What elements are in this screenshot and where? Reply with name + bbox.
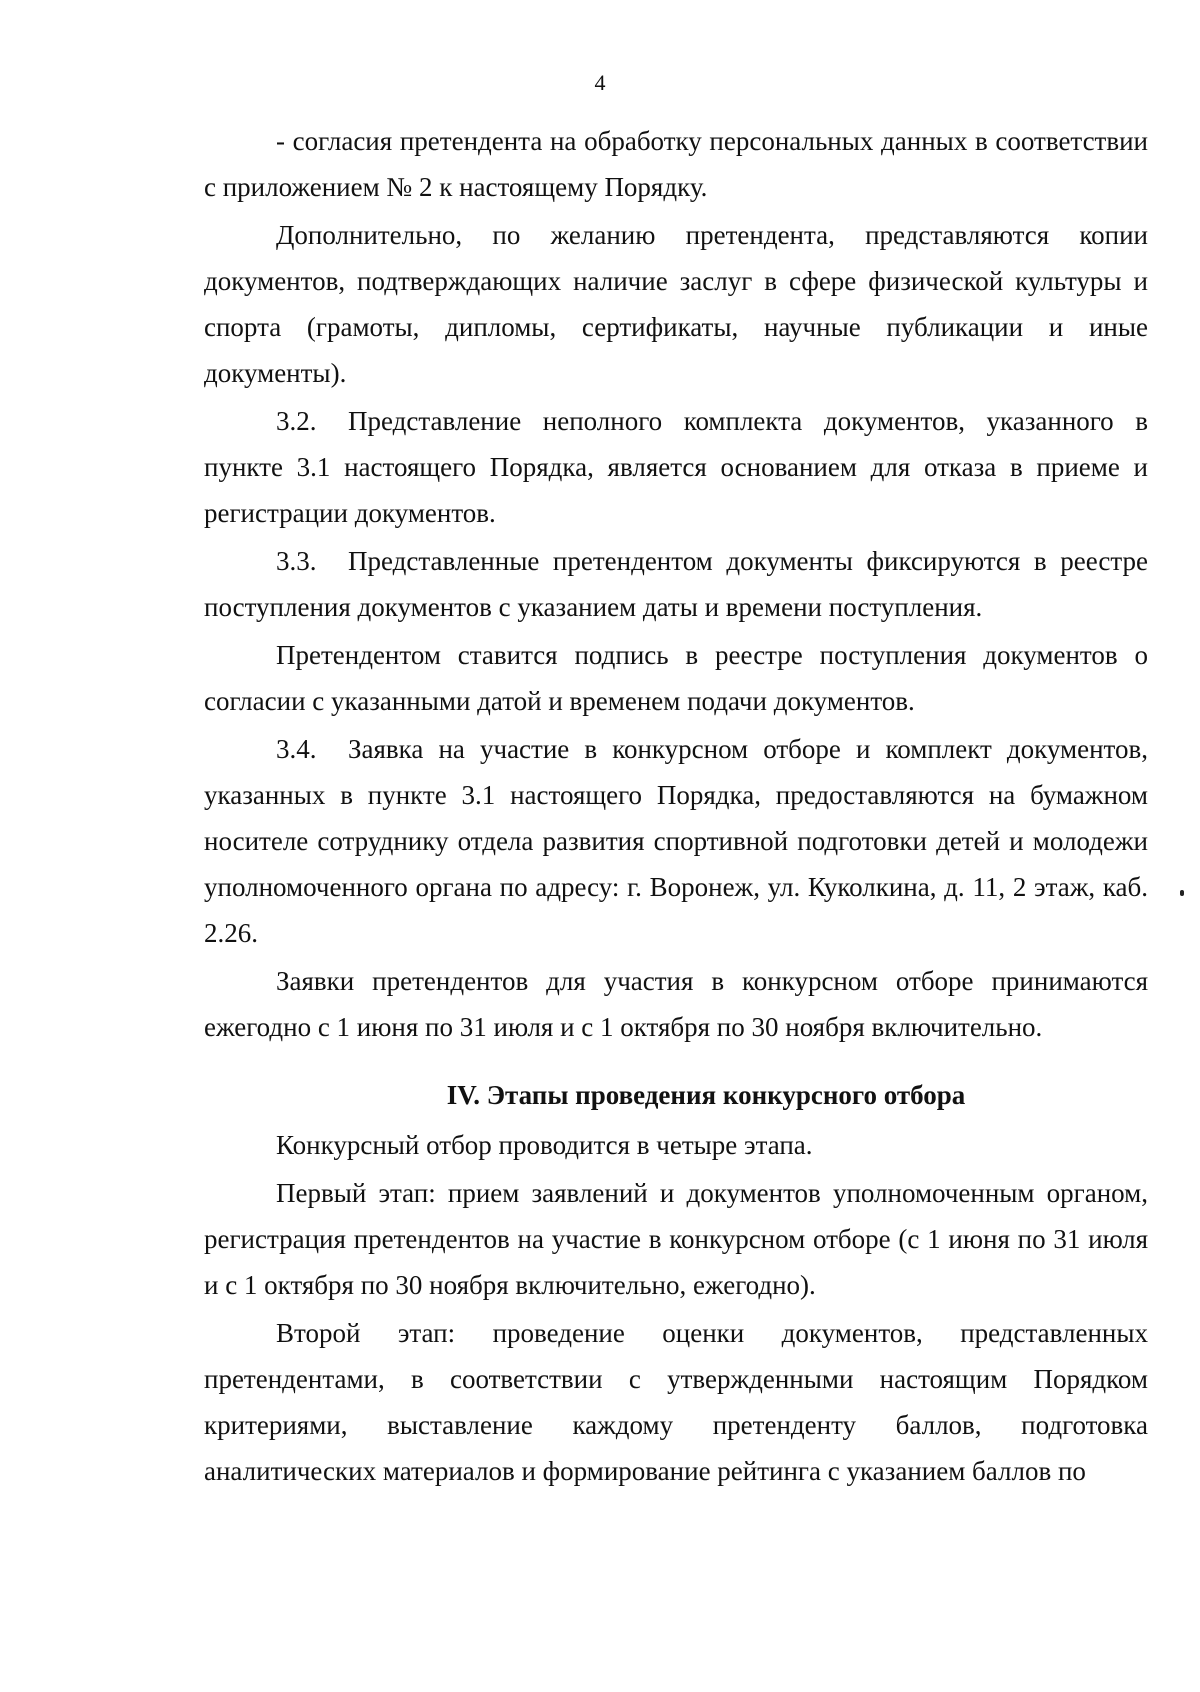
clause-text: Заявка на участие в конкурсном отборе и комплект документов, указанных в пункте 3.1 настоящего Порядка, предоставляются на бумажном носителе сотруднику отдела развития спортивной подготовки детей и молодежи уполномоченного органа по адресу: г. Воронеж, ул. Куколкина, д. 11, 2 этаж, каб. 2.26. xyxy=(204,734,1148,948)
paragraph-stage-two: Второй этап: проведение оценки документов, представленных претендентами, в соответствии с утвержденными настоящим Порядком критериями, выставление каждому претенденту баллов, подготовка аналитических материалов и формирование рейтинга с указанием баллов по xyxy=(204,1318,1148,1486)
clause-3-4 xyxy=(204,726,1148,956)
paragraph-stage-one: Первый этап: прием заявлений и документов уполномоченным органом, регистрация претендентов на участие в конкурсном отборе (с 1 июня по 31 июля и с 1 октября по 30 ноября включительно, ежегодно). xyxy=(204,1178,1148,1300)
paragraph-signature: Претендентом ставится подпись в реестре поступления документов о согласии с указанными датой и временем подачи документов. xyxy=(204,640,1148,716)
page-number: 4 xyxy=(594,70,606,95)
document-body xyxy=(204,118,1148,1494)
paragraph-consent: - согласия претендента на обработку персональных данных в соответствии с приложением № 2 к настоящему Порядку. xyxy=(204,126,1148,202)
clause-3-3 xyxy=(204,538,1148,630)
paragraph-application-dates: Заявки претендентов для участия в конкурсном отборе принимаются ежегодно с 1 июня по 31 июля и с 1 октября по 30 ноября включительно. xyxy=(204,966,1148,1042)
paragraph-additional-documents: Дополнительно, по желанию претендента, представляются копии документов, подтверждающих наличие заслуг в сфере физической культуры и спорта (грамоты, дипломы, сертификаты, научные публикации и иные документы). xyxy=(204,220,1148,388)
clause-number: 3.4. xyxy=(276,734,317,764)
clause-text: Представленные претендентом документы фиксируются в реестре поступления документов с указанием даты и времени поступления. xyxy=(204,546,1148,622)
clause-text: Представление неполного комплекта документов, указанного в пункте 3.1 настоящего Порядка, является основанием для отказа в приеме и регистрации документов. xyxy=(204,406,1148,528)
clause-number: 3.2. xyxy=(276,406,317,436)
scan-speck xyxy=(1180,890,1184,896)
clause-3-2 xyxy=(204,398,1148,536)
section-heading: IV. Этапы проведения конкурсного отбора xyxy=(446,1080,966,1110)
clause-number: 3.3. xyxy=(276,546,317,576)
paragraph-stages-intro: Конкурсный отбор проводится в четыре этапа. xyxy=(276,1130,813,1160)
